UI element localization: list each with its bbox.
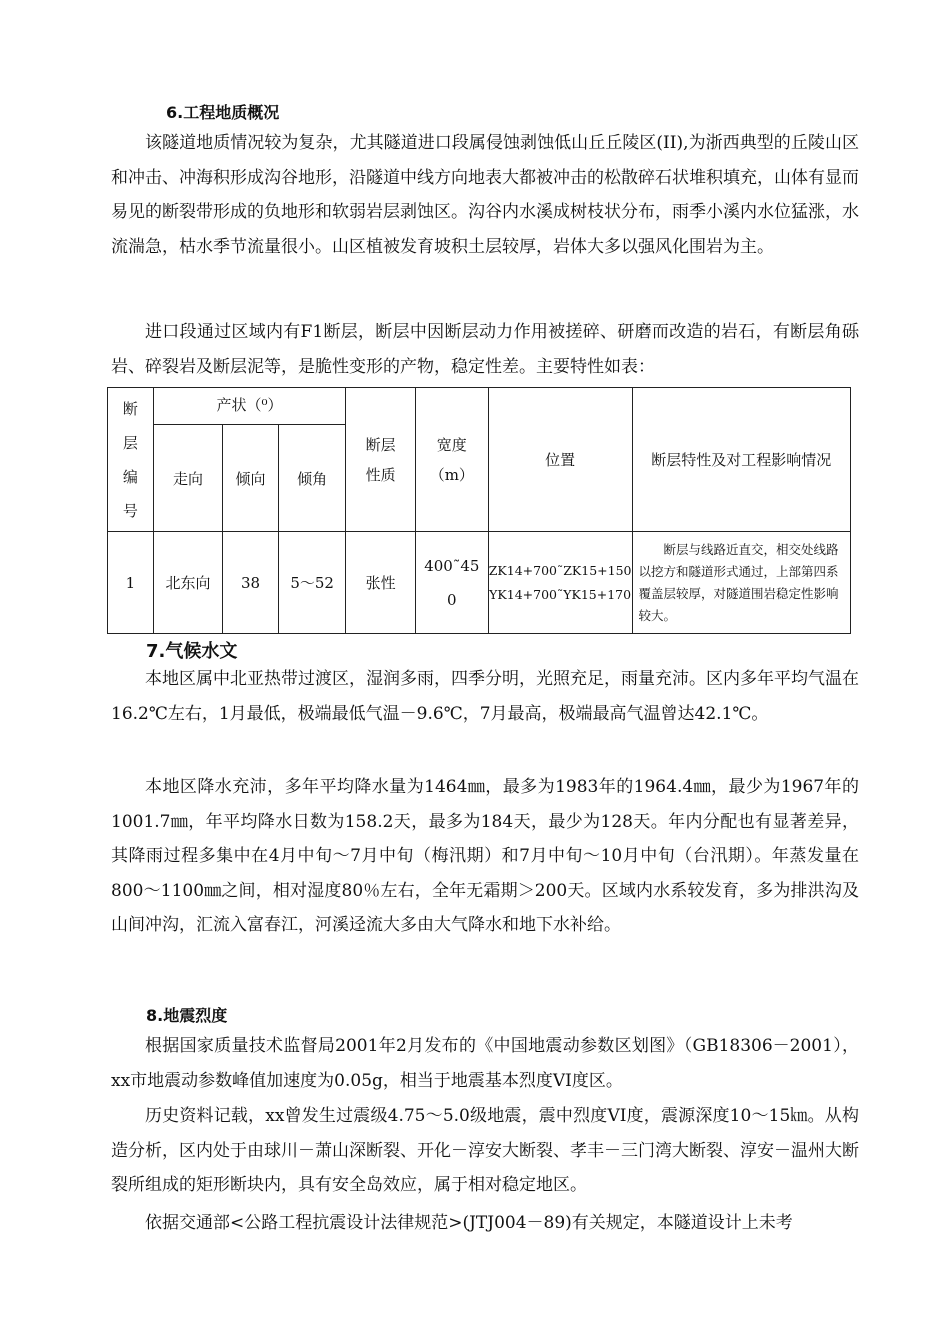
header-effect: 断层特性及对工程影响情况 bbox=[632, 388, 850, 532]
cell-strike: 北东向 bbox=[153, 532, 222, 634]
section-8-paragraph-1: 根据国家质量技术监督局2001年2月发布的《中国地震动参数区划图》（GB18306－2001），xx市地震动参数峰值加速度为0.05g，相当于地震基本烈度VI度区。 bbox=[111, 1036, 859, 1091]
section-7-title: 7.气候水文 bbox=[146, 641, 238, 662]
cell-position: ZK14+700˜ZK15+150 YK14+700˜YK15+170 bbox=[488, 532, 632, 634]
cell-fault-number: 1 bbox=[108, 532, 154, 634]
section-8-paragraph-3: 依据交通部<公路工程抗震设计法律规范>(JTJ004－89)有关规定，本隧道设计上未考 bbox=[145, 1213, 793, 1233]
section-6-title: 6.工程地质概况 bbox=[166, 103, 280, 122]
header-fault-number: 断 层 编 号 bbox=[108, 388, 154, 532]
header-width: 宽度 （m） bbox=[415, 388, 488, 532]
header-nature: 断层 性质 bbox=[346, 388, 415, 532]
header-position: 位置 bbox=[488, 388, 632, 532]
section-7-paragraph-2: 本地区降水充沛，多年平均降水量为1464㎜，最多为1983年的1964.4㎜，最少为1967年的1001.7㎜，年平均降水日数为158.2天，最多为184天，最少为128天。年内分配也有显著差异，其降雨过程多集中在4月中旬～7月中旬（梅汛期）和7月中旬～10月中旬（台汛期）。年蒸发量在800～1100㎜之间，相对湿度80％左右，全年无霜期＞200天。区域内水系较发育，多为排洪沟及山间冲沟，汇流入富春江，河溪迳流大多由大气降水和地下水补给。 bbox=[111, 777, 859, 936]
header-attitude: 产状（⁰） bbox=[153, 388, 346, 425]
header-dip-angle: 倾角 bbox=[278, 425, 346, 532]
section-6-paragraph-1: 该隧道地质情况较为复杂，尤其隧道进口段属侵蚀剥蚀低山丘丘陵区(II),为浙西典型的丘陵山区和冲击、冲海积形成沟谷地形，沿隧道中线方向地表大都被冲击的松散碎石状堆积填充，山体有显而易见的断裂带形成的负地形和软弱岩层剥蚀区。沟谷内水溪成树枝状分布，雨季小溪内水位猛涨，水流湍急，枯水季节流量很小。山区植被发育坡积土层较厚，岩体大多以强风化围岩为主。 bbox=[111, 133, 859, 257]
cell-effect: 断层与线路近直交，相交处线路以挖方和隧道形式通过，上部第四系覆盖层较厚，对隧道围岩稳定性影响较大。 bbox=[632, 532, 850, 634]
section-7-paragraph-1: 本地区属中北亚热带过渡区，湿润多雨，四季分明，光照充足，雨量充沛。区内多年平均气温在16.2℃左右，1月最低，极端最低气温－9.6℃，7月最高，极端最高气温曾达42.1℃。 bbox=[111, 669, 859, 724]
cell-dip-angle: 5～52 bbox=[278, 532, 346, 634]
table-row bbox=[108, 532, 851, 634]
fault-table bbox=[107, 387, 851, 634]
section-6-paragraph-2: 进口段通过区域内有F1断层，断层中因断层动力作用被搓碎、研磨而改造的岩石，有断层角砾岩、碎裂岩及断层泥等，是脆性变形的产物，稳定性差。主要特性如表： bbox=[111, 322, 859, 377]
cell-nature: 张性 bbox=[346, 532, 415, 634]
section-8-title: 8.地震烈度 bbox=[146, 1006, 228, 1025]
cell-dip-direction: 38 bbox=[223, 532, 279, 634]
header-dip-direction: 倾向 bbox=[223, 425, 279, 532]
section-8-paragraph-2: 历史资料记载，xx曾发生过震级4.75～5.0级地震，震中烈度VI度，震源深度10～15㎞。从构造分析，区内处于由球川－萧山深断裂、开化－淳安大断裂、孝丰－三门湾大断裂、淳安－温州大断裂所组成的矩形断块内，具有安全岛效应，属于相对稳定地区。 bbox=[111, 1106, 859, 1196]
header-strike: 走向 bbox=[153, 425, 222, 532]
cell-width: 400˜45 0 bbox=[415, 532, 488, 634]
